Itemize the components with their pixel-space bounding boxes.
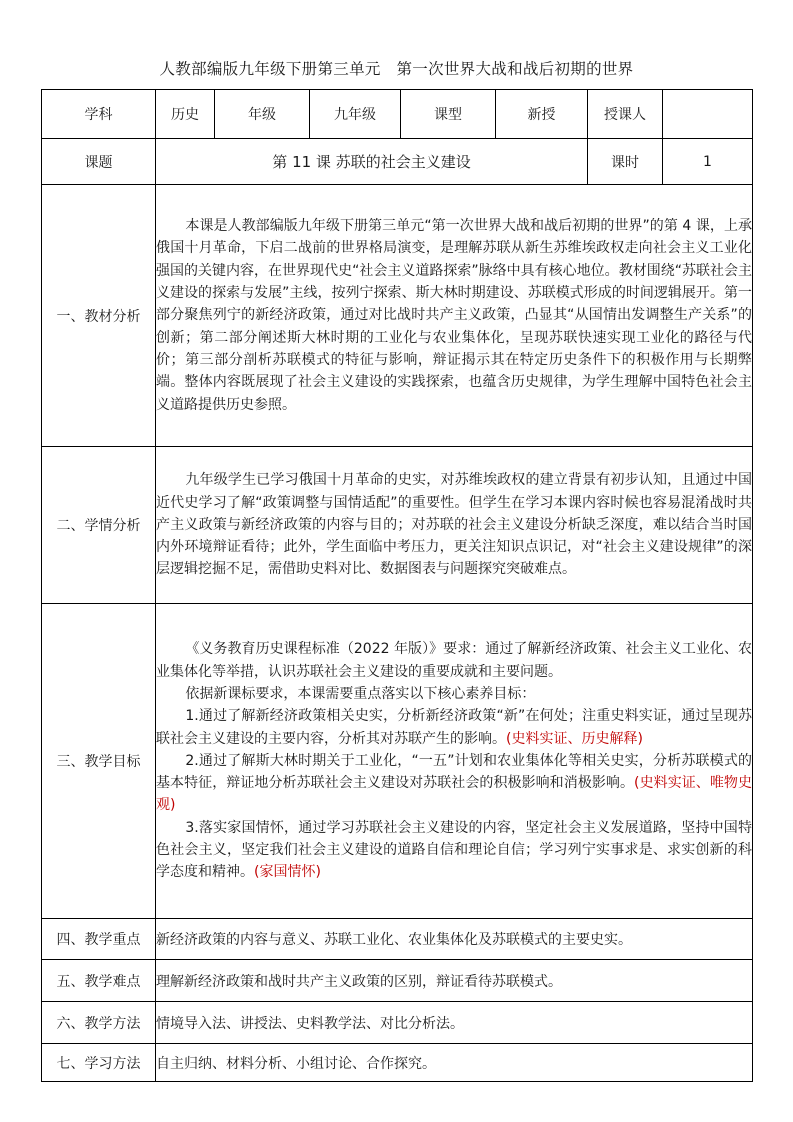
hours-label: 课时 bbox=[588, 139, 663, 185]
students-label: 二、学情分析 bbox=[42, 447, 156, 604]
lesson-label: 课题 bbox=[42, 139, 156, 185]
goal-item-literacy-tag: (家国情怀) bbox=[254, 864, 321, 881]
lesson-row bbox=[42, 139, 753, 185]
header-row bbox=[42, 90, 753, 139]
type-value: 新授 bbox=[496, 90, 588, 139]
learning-methods-row bbox=[42, 1044, 753, 1082]
document-title: 人教部编版九年级下册第三单元 第一次世界大战和战后初期的世界 bbox=[159, 60, 634, 78]
goal-item bbox=[156, 817, 752, 884]
teaching-methods-label: 六、教学方法 bbox=[42, 1002, 156, 1044]
goal-item bbox=[156, 750, 752, 817]
hours-value: 1 bbox=[663, 139, 753, 185]
goal-item-text: 2.通过了解斯大林时期关于工业化，“一五”计划和农业集体化等相关史实，分析苏联模式的基本特征，辩证地分析苏联社会主义建设对苏联社会的积极影响和消极影响。 bbox=[156, 752, 752, 792]
key-points-row bbox=[42, 919, 753, 960]
goal-item-literacy-tag: (史料实证、唯物史观) bbox=[156, 775, 752, 814]
type-label: 课型 bbox=[401, 90, 496, 139]
key-points-label: 四、教学重点 bbox=[42, 919, 156, 960]
teacher-label: 授课人 bbox=[588, 90, 663, 139]
goals-label: 三、教学目标 bbox=[42, 604, 156, 919]
grade-label: 年级 bbox=[215, 90, 310, 139]
goals-cell bbox=[156, 604, 753, 919]
key-points-text: 新经济政策的内容与意义、苏联工业化、农业集体化及苏联模式的主要史实。 bbox=[156, 919, 753, 960]
analysis-text: 本课是人教部编版九年级下册第三单元“第一次世界大战和战后初期的世界”的第 4 课，上承俄国十月革命，下启二战前的世界格局演变，是理解苏联从新生苏维埃政权走向社会主义工业化强国的关键内容，在世界现代史“社会主义道路探索”脉络中具有核心地位。教材围绕“苏联社会主义建设的探索与发展”主线，按列宁探索、斯大林时期建设、苏联模式形成的时间逻辑展开。第一部分聚焦列宁的新经济政策，通过对比战时共产主义政策，凸显其“从国情出发调整生产关系”的创新；第二部分阐述斯大林时期的工业化与农业集体化，呈现苏联快速实现工业化的路径与代价；第三部分剖析苏联模式的特征与影响，辩证揭示其在特定历史条件下的积极作用与长期弊端。整体内容既展现了社会主义建设的实践探索，也蕴含历史规律，为学生理解中国特色社会主义道路提供历史参照。 bbox=[156, 218, 752, 413]
goals-intro-requirement: 依据新课标要求，本课需要重点落实以下核心素养目标： bbox=[185, 685, 536, 702]
teacher-value bbox=[663, 90, 753, 139]
learning-methods-text: 自主归纳、材料分析、小组讨论、合作探究。 bbox=[156, 1044, 753, 1082]
difficulties-text: 理解新经济政策和战时共产主义政策的区别，辩证看待苏联模式。 bbox=[156, 960, 753, 1002]
goal-item-text: 1.通过了解新经济政策相关史实，分析新经济政策“新”在何处；注重史料实证，通过呈现苏联社会主义建设的主要内容，分析其对苏联产生的影响。 bbox=[156, 708, 752, 747]
lesson-title: 第 11 课 苏联的社会主义建设 bbox=[156, 139, 588, 185]
grade-value: 九年级 bbox=[310, 90, 401, 139]
students-text: 九年级学生已学习俄国十月革命的史实，对苏维埃政权的建立背景有初步认知，且通过中国近代史学习了解“政策调整与国情适配”的重要性。但学生在学习本课内容时候也容易混淆战时共产主义政策与新经济政策的内容与目的；对苏联的社会主义建设分析缺乏深度，难以结合当时国内外环境辩证看待；此外，学生面临中考压力，更关注知识点识记，对“社会主义建设规律”的深层逻辑挖掘不足，需借助史料对比、数据图表与问题探究突破难点。 bbox=[156, 472, 752, 578]
goal-item bbox=[156, 705, 752, 750]
students-row bbox=[42, 447, 753, 604]
students-cell bbox=[156, 447, 753, 604]
analysis-cell bbox=[156, 185, 753, 447]
learning-methods-label: 七、学习方法 bbox=[42, 1044, 156, 1082]
difficulties-row bbox=[42, 960, 753, 1002]
lesson-plan-table bbox=[41, 89, 753, 1082]
goals-row bbox=[42, 604, 753, 919]
subject-value: 历史 bbox=[156, 90, 215, 139]
goals-intro-standard: 《义务教育历史课程标准（2022 年版）》要求：通过了解新经济政策、社会主义工业化、农业集体化等举措，认识苏联社会主义建设的重要成就和主要问题。 bbox=[156, 641, 752, 680]
subject-label: 学科 bbox=[42, 90, 156, 139]
teaching-methods-row bbox=[42, 1002, 753, 1044]
analysis-label: 一、教材分析 bbox=[42, 185, 156, 447]
teaching-methods-text: 情境导入法、讲授法、史料教学法、对比分析法。 bbox=[156, 1002, 753, 1044]
goal-item-text: 3.落实家国情怀，通过学习苏联社会主义建设的内容，坚定社会主义发展道路，坚持中国特色社会主义，坚定我们社会主义建设的道路自信和理论自信；学习列宁实事求是、求实创新的科学态度和精神。 bbox=[156, 819, 752, 881]
goal-item-literacy-tag: (史料实证、历史解释) bbox=[506, 730, 643, 747]
difficulties-label: 五、教学难点 bbox=[42, 960, 156, 1002]
analysis-row bbox=[42, 185, 753, 447]
